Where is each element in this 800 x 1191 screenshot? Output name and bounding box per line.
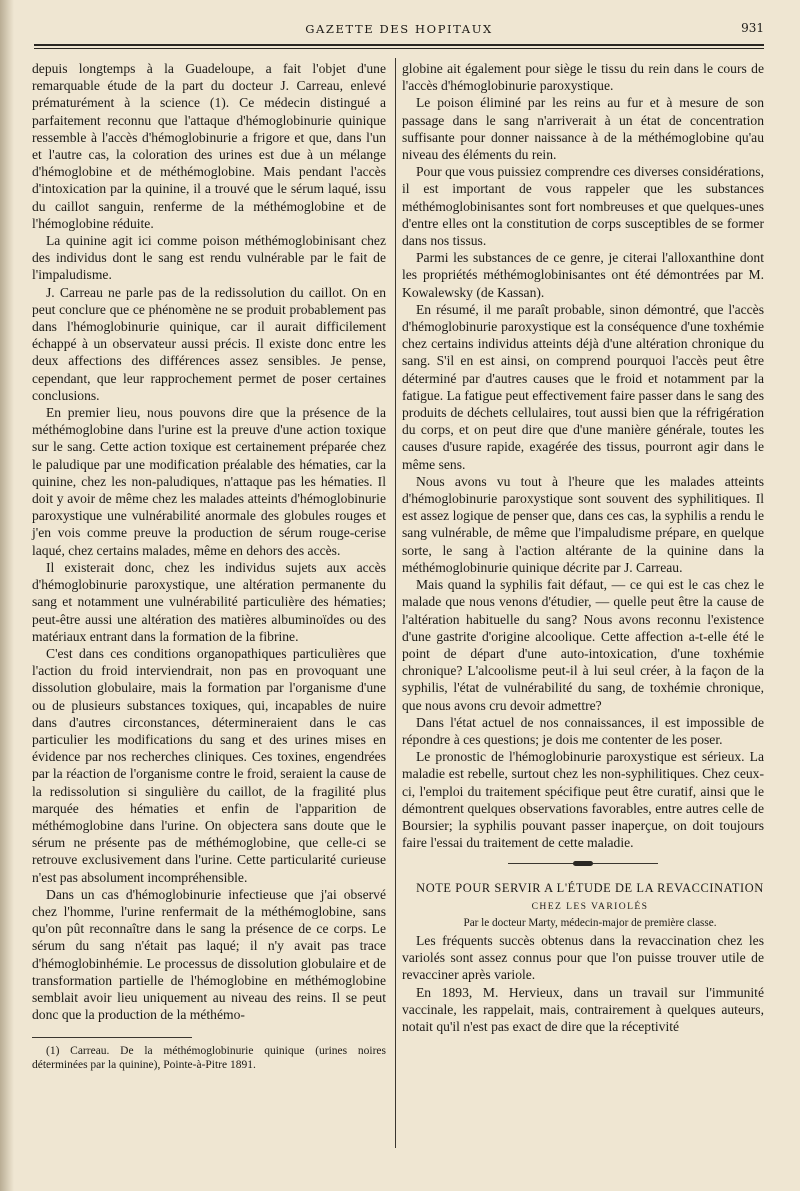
paragraph: Mais quand la syphilis fait défaut, — ce qui est le cas chez le malade que nous venons d'étudier, — quelle peut être la cause de l'altération habituelle du sang? Nous avons reconnu l'existence d'une gastrite d'origine alcoolique. Cette affection a-t-elle été le point de départ d'une auto-intoxication, d'une toxhémie chronique? L'alcoolisme peut-il à lui seul créer, à la façon de la syphilis, l'état de vulnérabilité du sang, de toxhémie chronique, que nous avons cru devoir admettre? xyxy=(402,577,764,713)
left-column xyxy=(32,60,386,1072)
paragraph: Le poison éliminé par les reins au fur et à mesure de son passage dans le sang n'arriverait à un état de concentration suffisante pour donner naissance à de la méthémoglobine qu'au niveau des éléments du rein. xyxy=(402,95,764,163)
right-column xyxy=(402,60,764,1035)
paragraph: En résumé, il me paraît probable, sinon démontré, que l'accès d'hémoglobinurie paroxystique est la conséquence d'une toxhémie chez certains individus atteints déjà d'une altération chronique du sang. S'il en est ainsi, on comprend pourquoi l'accès peut être déterminé par d'autres causes que le froid et notamment par la fatigue. La fatigue peut effectivement faire passer dans le sang des produits de déchets cellulaires, tout aussi bien que la réfrigération du corps, et on peut dire que d'une manière générale, toutes les causes d'usure rapide, exagérée des tissus, pourront agir dans le même sens. xyxy=(402,301,764,472)
paragraph: Dans l'état actuel de nos connaissances, il est impossible de répondre à ces questions; je dois me contenter de les poser. xyxy=(402,714,764,747)
paragraph: Les fréquents succès obtenus dans la revaccination chez les variolés sont assez connus pour que l'on puisse trouver utile de revacciner après variole. xyxy=(402,932,764,983)
paragraph: Parmi les substances de ce genre, je citerai l'alloxanthine dont les propriétés méthémoglobinisantes ont été démontrées par M. Kowalewsky (de Kassan). xyxy=(402,250,764,300)
paragraph: Pour que vous puissiez comprendre ces diverses considérations, il est important de vous rappeler que les substances méthémoglobinisantes sont fort nombreuses et que quelques-unes d'entre elles ont la constitution de corps susceptibles de se former dans nos tissus. xyxy=(402,164,764,249)
article-author: Par le docteur Marty, médecin-major de première classe. xyxy=(463,916,717,929)
paragraph: La quinine agit ici comme poison méthémoglobinisant chez des individus dont le sang est rendu vulnérable par le fait de l'impaludisme. xyxy=(32,233,386,283)
paragraph: Dans un cas d'hémoglobinurie infectieuse que j'ai observé chez l'homme, l'urine renfermait de la méthémoglobine, sans qu'on pût reconnaître dans le sang la présence de ce corps. Le sérum du sang n'était pas laqué; il n'y avait pas trace d'hémoglobinhémie. Le processus de dissolution globulaire et de transformation partielle de l'hémoglobine en méthémoglobine semblait avoir lieu uniquement au niveau des reins. Il se peut donc que la production de la méthémo- xyxy=(32,886,386,1023)
journal-title: GAZETTE DES HOPITAUX xyxy=(305,22,493,36)
footnote: (1) Carreau. De la méthémoglobinurie quinique (urines noires déterminées par la quinine), Pointe-à-Pitre 1891. xyxy=(32,1045,386,1072)
article-subtitle: CHEZ LES VARIOLÉS xyxy=(531,900,649,912)
page-header xyxy=(34,18,764,40)
paragraph: J. Carreau ne parle pas de la redissolution du caillot. On en peut conclure que ce phénomène ne se produit probablement pas dans l'hémoglobinurie quinique, car il aurait difficilement échappé à un observateur aussi précis. Il existe donc entre les deux affections des différences assez sensibles. Je pense, cependant, que leur rapprochement permet de poser certaines conclusions. xyxy=(32,284,386,403)
paragraph: En premier lieu, nous pouvons dire que la présence de la méthémoglobine dans l'urine est la preuve d'une action toxique sur le sang. Cette action toxique est certainement préparée chez le paludique par une modification préalable des hématies, car la quinine, chez les non-paludiques, n'attaque pas les hématies. Il doit y avoir de même chez les malades atteints d'hémoglobinurie paroxystique une vulnérabilité anormale des globules rouges et j'en vois comme preuve la production de sérum rouge-cerise laqué, chez certains malades, même en dehors des accès. xyxy=(32,405,386,558)
paragraph: En 1893, M. Hervieux, dans un travail sur l'immunité vaccinale, les rappelait, mais, contrairement à quelques auteurs, notait qu'il n'est pas exact de dire que la réceptivité xyxy=(402,984,764,1034)
column-divider xyxy=(395,58,396,1148)
section-separator xyxy=(508,863,658,864)
paragraph: Il existerait donc, chez les individus sujets aux accès d'hémoglobinurie paroxystique, une altération permanente du sang et notamment une vulnérabilité particulière des hématies; peut-être aussi une altération des matières albuminoïdes ou des matériaux entrant dans la formation de la fibrine. xyxy=(32,559,386,644)
page-binding-shadow xyxy=(0,0,14,1191)
footnote-rule xyxy=(32,1037,192,1038)
header-rule xyxy=(34,44,764,49)
page-number: 931 xyxy=(741,21,764,35)
paragraph: Nous avons vu tout à l'heure que les malades atteints d'hémoglobinurie paroxystique sont souvent des syphilitiques. Il est assez logique de penser que, dans ces cas, la syphilis a rendu le sang vulnérable, de même que l'impaludisme prépare, en quelque sorte, le sang à l'action altérante de la quinine dans la méthémoglobinurie quinique décrite par J. Carreau. xyxy=(402,473,765,575)
paragraph: depuis longtemps à la Guadeloupe, a fait l'objet d'une remarquable étude de la part du docteur J. Carreau, enlevé prématurément à la science (1). Ce médecin distingué a parfaitement reconnu que l'attaque d'hémoglobinurie quinique ressemble à l'accès d'hémoglobinurie a frigore et que, dans l'un et l'autre cas, la coloration des urines est due à un mélange d'hémoglobine et de méthémoglobine. Mais pendant l'accès d'intoxication par la quinine, il a trouvé que le sérum laqué, issu du caillot sanguin, renferme de la méthémoglobine et de l'hémoglobine réduite. xyxy=(32,61,386,231)
paragraph: C'est dans ces conditions organopathiques particulières que l'action du froid interviendrait, non pas en provoquant une dissolution globulaire, mais la formation par l'organisme d'une ou de plusieurs substances toxiques, qui, incapables de nuire dans d'autres circonstances, détermineraient dans le cas particulier les modifications du sang et des urines mises en évidence par nos recherches cliniques. Ces toxines, engendrées par la réaction de l'organisme contre le froid, seraient la cause de la redissolution si singulière du caillot, de la fragilité plus marquée des hématies et enfin de l'apparition de méthémoglobine dans l'urine. On objectera sans doute que le sérum ne présente pas de méthémoglobine, que celle-ci se retrouve exclusivement dans l'urine. Cette particularité curieuse n'est pas absolument incompréhensible. xyxy=(32,645,386,885)
paragraph: globine ait également pour siège le tissu du rein dans le cours de l'accès d'hémoglobinurie paroxystique. xyxy=(402,61,764,94)
paragraph: Le pronostic de l'hémoglobinurie paroxystique est sérieux. La maladie est rebelle, surtout chez les non-syphilitiques. Chez ceux-ci, l'emploi du traitement spécifique peut être curatif, ainsi que le démontrent quelques observations favorables, entre autres celle de Boursier; la syphilis pouvant passer inaperçue, on doit toujours faire l'essai du traitement de cette maladie. xyxy=(402,749,764,851)
article-title: NOTE POUR SERVIR A L'ÉTUDE DE LA REVACCINATION xyxy=(416,881,764,896)
